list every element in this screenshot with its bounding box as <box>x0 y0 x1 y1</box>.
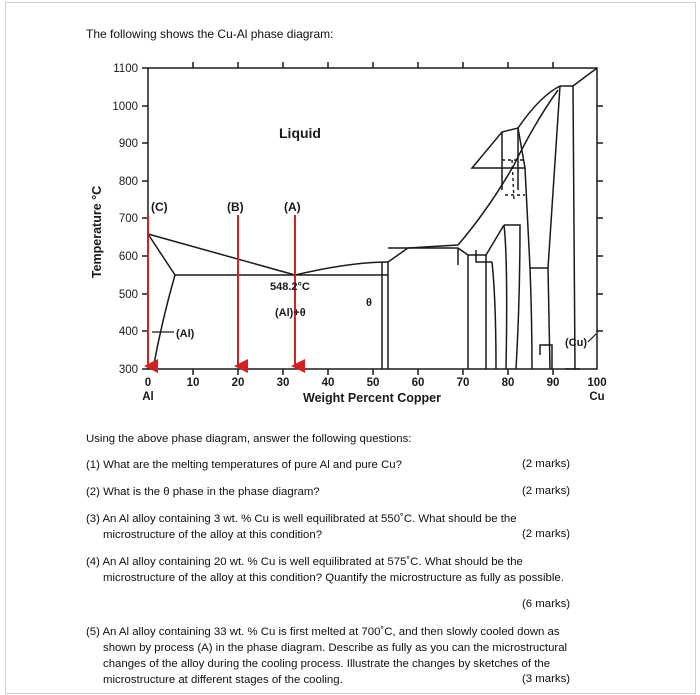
x-tick-label: 50 <box>366 377 380 389</box>
x-tick-label: 70 <box>456 377 470 389</box>
y-tick-label: 1000 <box>112 101 138 113</box>
question-4-line1: (4) An Al alloy containing 20 wt. % Cu is well equilibrated at 575˚C. What should be the <box>86 556 523 568</box>
theta-liquidus <box>295 262 388 275</box>
al-solvus <box>153 275 175 369</box>
y-tick-label: 600 <box>118 251 138 263</box>
two-phase-label: (Al)+θ <box>275 307 306 319</box>
question-5-line4: microstructure at different stages of the cooling. <box>103 674 343 686</box>
y-tick-label: 700 <box>118 213 138 225</box>
x-tick-label: 90 <box>546 377 560 389</box>
theta-label: θ <box>366 297 372 309</box>
x-right-end: Cu <box>589 391 605 403</box>
x-tick-label: 60 <box>411 377 425 389</box>
x-tick-label: 30 <box>276 377 290 389</box>
question-3-line2: microstructure of the alloy at this condition? <box>103 529 323 541</box>
y-tick-label: 300 <box>118 364 138 376</box>
question-2-marks: (2 marks) <box>522 485 571 497</box>
cu-phase-label: (Cu) <box>565 337 587 349</box>
y-ticks <box>142 68 603 369</box>
y-tick-label: 1100 <box>113 63 138 75</box>
y-axis-label: Temperature °C <box>90 185 104 279</box>
phase-boundaries <box>148 68 597 369</box>
question-1: (1) What are the melting temperatures of pure Al and pure Cu? <box>86 459 402 471</box>
question-5-marks: (3 marks) <box>522 673 571 685</box>
questions-intro: Using the above phase diagram, answer the following questions: <box>86 433 412 445</box>
mid-liquidus <box>388 90 558 262</box>
y-tick-label: 500 <box>118 289 138 301</box>
intro-text: The following shows the Cu-Al phase diagram: <box>86 27 334 41</box>
question-5-line3: changes of the alloy during the cooling process. Illustrate the changes by sketches of the <box>103 658 551 670</box>
y-tick-label: 900 <box>118 138 138 150</box>
process-a-label: (A) <box>284 200 301 214</box>
y-tick-label: 400 <box>118 326 138 338</box>
eutectic-temp-label: 548.2°C <box>270 281 310 293</box>
liquid-label: Liquid <box>279 125 321 141</box>
x-left-end: Al <box>142 391 154 403</box>
question-2: (2) What is the θ phase in the phase diagram? <box>86 486 320 498</box>
process-c-label: (C) <box>151 200 168 214</box>
x-tick-label: 10 <box>186 377 200 389</box>
x-tick-label: 100 <box>587 377 607 389</box>
al-phase-label: (Al) <box>176 328 195 340</box>
x-tick-label: 80 <box>501 377 515 389</box>
cu-phase-leader <box>588 334 596 342</box>
question-3-marks: (2 marks) <box>522 528 571 540</box>
y-tick-label: 800 <box>118 176 138 188</box>
process-b-label: (B) <box>227 200 244 214</box>
x-tick-label: 20 <box>231 377 245 389</box>
question-5-line2: shown by process (A) in the phase diagram. Describe as fully as you can the microstructural <box>103 642 568 654</box>
al-liquidus <box>148 234 295 275</box>
x-tick-label: 0 <box>144 377 152 389</box>
question-3-line1: (3) An Al alloy containing 3 wt. % Cu is well equilibrated at 550˚C. What should be the <box>86 513 517 525</box>
question-4-marks: (6 marks) <box>522 598 571 610</box>
question-5-line1: (5) An Al alloy containing 33 wt. % Cu is first melted at 700˚C, and then slowly cooled down as <box>86 626 560 638</box>
x-tick-label: 40 <box>321 377 335 389</box>
x-axis-label: Weight Percent Copper <box>303 391 441 405</box>
question-4-line2: microstructure of the alloy at this condition? Quantify the microstructure as fully as possible. <box>103 572 564 584</box>
x-ticks <box>193 62 553 375</box>
beta-region <box>472 128 525 168</box>
question-1-marks: (2 marks) <box>522 458 571 470</box>
